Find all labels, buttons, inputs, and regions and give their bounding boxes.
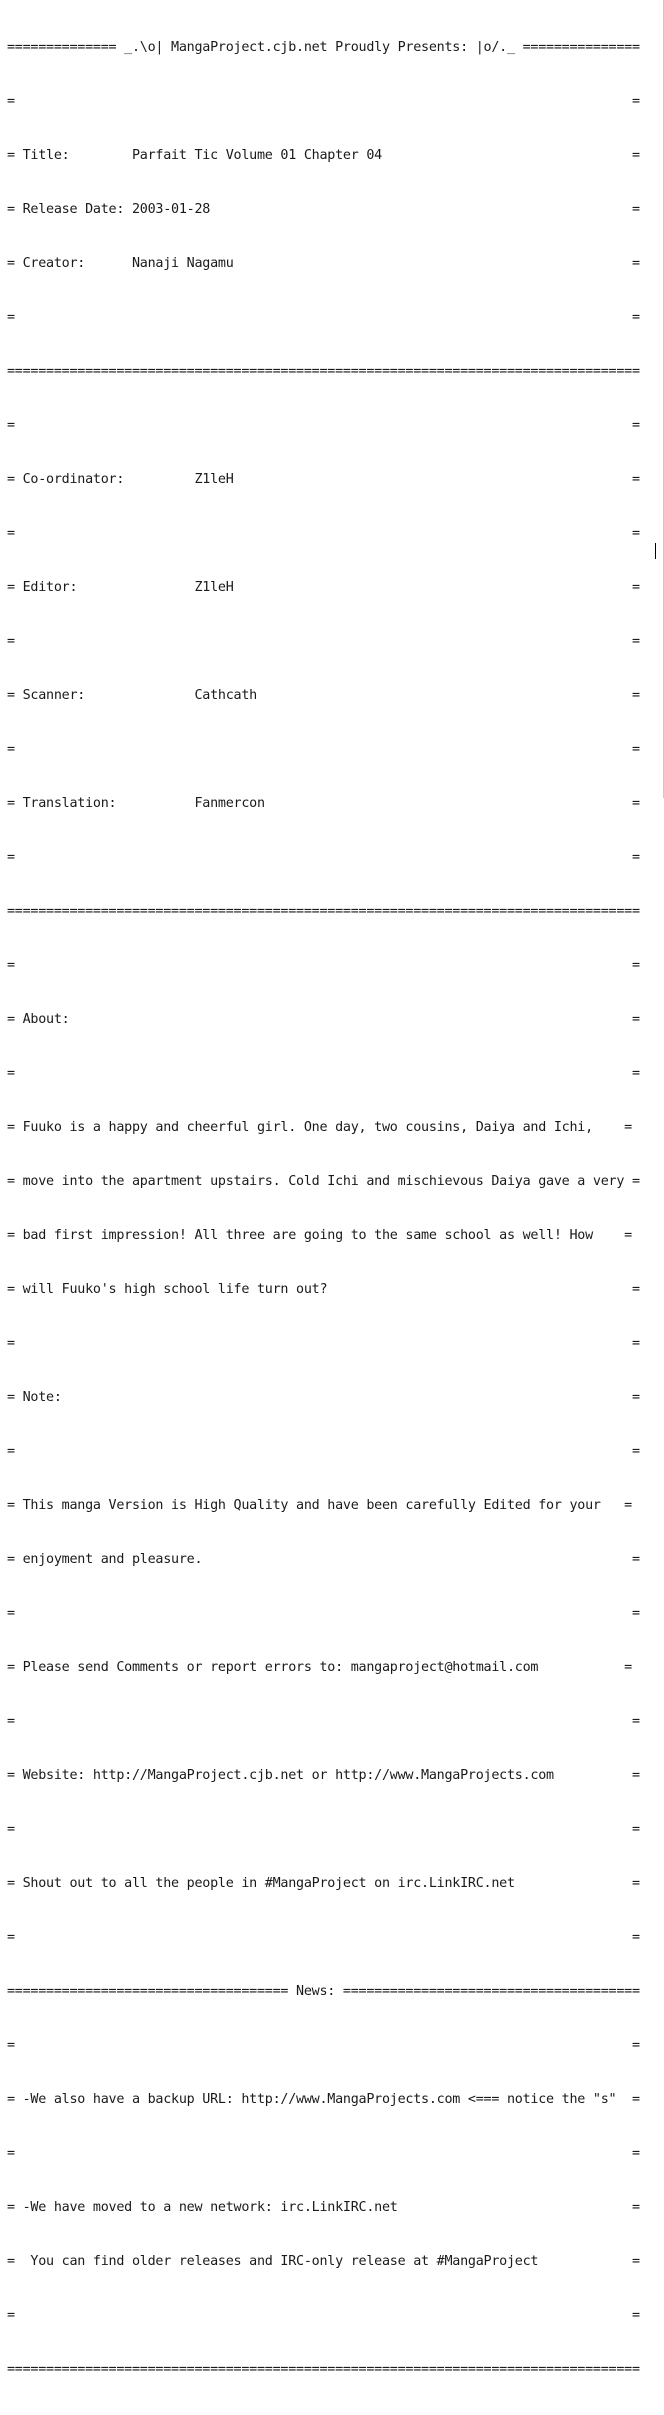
note-heading-line: = Note: =	[7, 1390, 640, 1405]
website-line: = Website: http://MangaProject.cjb.net or http://www.MangaProjects.com =	[7, 1768, 640, 1783]
text-caret	[655, 543, 656, 559]
editor-line: = Editor: Z1leH =	[7, 580, 640, 595]
release-date-line: = Release Date: 2003-01-28 =	[7, 202, 640, 217]
text-line: = =	[7, 1822, 640, 1837]
separator-line: =================================================================================	[7, 364, 640, 379]
contact-line: = Please send Comments or report errors to: mangaproject@hotmail.com =	[7, 1660, 632, 1675]
text-line: = =	[7, 850, 640, 865]
about-text-line: = will Fuuko's high school life turn out? =	[7, 1282, 640, 1297]
separator-line: =================================================================================	[7, 2362, 640, 2377]
separator-line: =================================================================================	[7, 904, 640, 919]
text-line: = =	[7, 1066, 640, 1081]
text-line: = =	[7, 526, 640, 541]
shoutout-line: = Shout out to all the people in #MangaProject on irc.LinkIRC.net =	[7, 1876, 640, 1891]
text-line: = =	[7, 1336, 640, 1351]
text-line: = =	[7, 1444, 640, 1459]
text-line: = =	[7, 2038, 640, 2053]
text-line: = =	[7, 94, 640, 109]
news-item-line: = You can find older releases and IRC-only release at #MangaProject =	[7, 2254, 640, 2269]
translation-line: = Translation: Fanmercon =	[7, 796, 640, 811]
text-line: = =	[7, 1714, 640, 1729]
text-line: = =	[7, 1606, 640, 1621]
note-text-line: = enjoyment and pleasure. =	[7, 1552, 640, 1567]
creator-line: = Creator: Nanaji Nagamu =	[7, 256, 640, 271]
about-text-line: = move into the apartment upstairs. Cold Ichi and mischievous Daiya gave a very =	[7, 1174, 640, 1189]
news-item-line: = -We have moved to a new network: irc.LinkIRC.net =	[7, 2200, 640, 2215]
about-text-line: = bad first impression! All three are going to the same school as well! How =	[7, 1228, 632, 1243]
text-line: = =	[7, 310, 640, 325]
text-line: = =	[7, 1930, 640, 1945]
about-heading-line: = About: =	[7, 1012, 640, 1027]
news-separator-line: ==================================== News: ======================================	[7, 1984, 640, 1999]
coordinator-line: = Co-ordinator: Z1leH =	[7, 472, 640, 487]
text-line: = =	[7, 742, 640, 757]
text-line: = =	[7, 2308, 640, 2323]
text-line: = =	[7, 958, 640, 973]
scanner-line: = Scanner: Cathcath =	[7, 688, 640, 703]
document-text	[7, 3, 640, 2415]
news-item-line: = -We also have a backup URL: http://www.MangaProjects.com <=== notice the "s" =	[7, 2092, 640, 2107]
text-line: = =	[7, 634, 640, 649]
title-line: = Title: Parfait Tic Volume 01 Chapter 04 =	[7, 148, 640, 163]
about-text-line: = Fuuko is a happy and cheerful girl. One day, two cousins, Daiya and Ichi, =	[7, 1120, 632, 1135]
text-line: = =	[7, 418, 640, 433]
banner-header-line: ============== _.\o| MangaProject.cjb.net Proudly Presents: |o/._ ===============	[7, 40, 640, 55]
text-line: = =	[7, 2146, 640, 2161]
note-text-line: = This manga Version is High Quality and have been carefully Edited for your =	[7, 1498, 632, 1513]
